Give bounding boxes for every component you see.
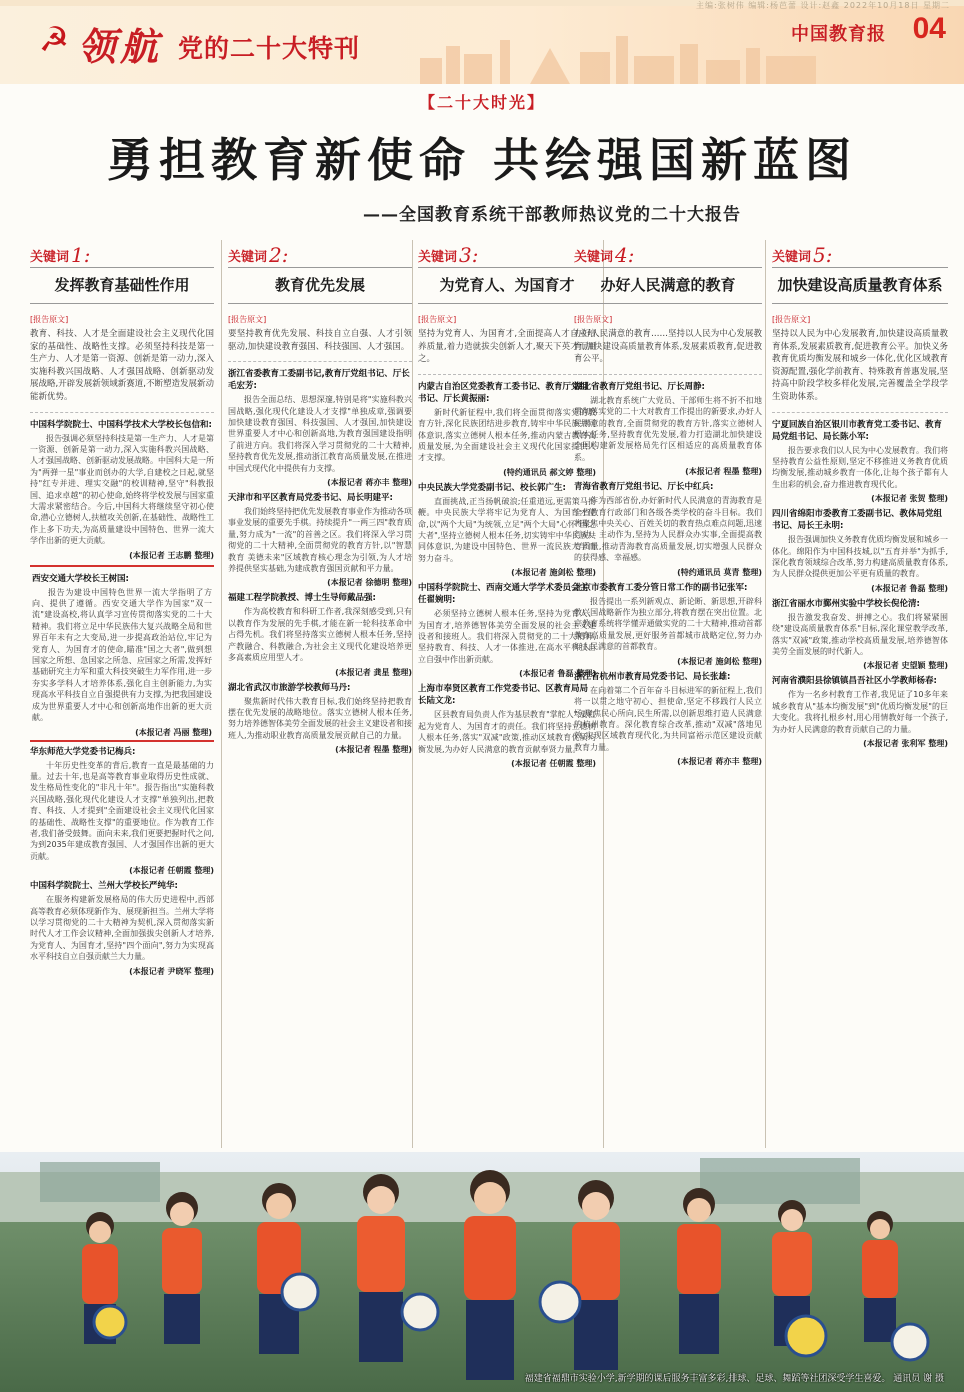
speaker-name: 中国科学院院士、兰州大学校长严纯华: — [30, 881, 178, 892]
speaker-remarks: 报告激发我奋发、拼搏之心。我们将紧紧围绕"建设高质量教育体系"目标,深化课堂教学改革,落实"双减"政策,推动学校高质量发展,培养德智体美劳全面发展的时代新人。 — [772, 612, 948, 657]
speaker-name: 河南省濮阳县徐镇镇昌吾社区小学教师杨春: — [772, 676, 937, 687]
photo-caption: 福建省福鼎市实验小学,新学期的课后服务丰富多彩,排球、足球、舞蹈等社团深受学生喜爱。 通讯员 谢 摄 — [524, 1374, 944, 1384]
speaker-remarks: 新时代新征程中,我们将全面贯彻落实党的教育方针,深化民族团结进步教育,铸牢中华民族共同体意识,落实立德树人根本任务,推动内蒙古教育高质量发展,为全面建设社会主义现代化国家提供人才支撑。 — [418, 407, 596, 463]
report-original-tag: [报告原文] — [772, 315, 811, 324]
report-original-text: 办好人民满意的教育……坚持以人民为中心发展教育,加快建设高质量教育体系,发展素质教育,促进教育公平。 — [574, 329, 762, 365]
speaker-remarks: 直面挑战,正当扬帆破浪;任重道远,更需策马扬鞭。中央民族大学将牢记为党育人、为国育才使命,以"两个大局"为统领,立足"两个大局"心怀"国之大者",坚持立德树人根本任务,切实铸牢中华民族共同体意识,为建设中国特色、世界一流民族大学而努力奋斗。 — [418, 496, 596, 563]
report-original-text: 教育、科技、人才是全面建设社会主义现代化国家的基础性、战略性支撑。必须坚持科技是第一生产力、人才是第一资源、创新是第一动力,深入实施科教兴国战略、人才强国战略、创新驱动发展战略,开辟发展新领域新赛道,不断塑造发展新动能新优势。 — [30, 329, 214, 402]
speaker-remarks: 聚焦新时代伟大教育目标,我们始终坚持把教育摆在优先发展的战略地位。落实立德树人根本任务,努力培养德智体美劳全面发展的社会主义建设者和接班人,为推动职业教育高质量发展贡献自己的力量。 — [228, 696, 412, 740]
speaker-name: 青海省教育厅党组书记、厅长中红兵: — [574, 482, 714, 493]
reporter-credit: (本报记者 施剑松 整理) — [677, 656, 762, 666]
photo-illustration — [0, 1152, 964, 1392]
reporter-credit: (本报记者 张利军 整理) — [863, 739, 948, 749]
keyword-number: 5: — [813, 243, 833, 267]
keyword-label: 关键词 — [772, 250, 812, 265]
speaker-remarks: 报告为建设中国特色世界一流大学指明了方向、提供了遵循。西安交通大学作为国家"双一流"建设高校,将认真学习宣传贯彻落实党的二十大精神。我们将立足中华民族伟大复兴战略全局和世界百年未有之大变局,进一步提高政治站位,牢记为党育人、为国育才的使命,瞄准"国之大者",做到想国家之所想、急国家之所急、应国家之所需,发挥好基础研究主力军和重大科技突破生力军作用,进一步夯实多学科人才培养体系,强化自主创新能力,为实现高水平科技自立自强提供有力支撑,为把我国建设成为世界重要人才中心和创新高地作出新的更大贡献。 — [32, 587, 212, 723]
reporter-credit: (本报记者 程墨 整理) — [685, 467, 762, 477]
section-kicker: 【二十大时光】 — [418, 93, 545, 112]
report-original-tag: [报告原文] — [30, 315, 69, 324]
keyword-label: 关键词 — [228, 250, 268, 265]
speaker-name: 上海市奉贤区教育工作党委书记、区教育局局长陆文龙: — [418, 684, 589, 707]
speaker-name: 湖北省武汉市旅游学校教师马丹: — [228, 682, 351, 693]
report-original-tag: [报告原文] — [228, 315, 267, 324]
reporter-credit: (本报记者 鲁磊 整理) — [871, 583, 948, 593]
speaker-name: 宁夏回族自治区银川市教育党工委书记、教育局党组书记、局长陈小军: — [772, 419, 943, 442]
reporter-credit: (本报记者 张贺 整理) — [871, 494, 948, 504]
keyword-label-row — [228, 240, 412, 268]
reporter-credit: (本报记者 蒋亦丰 整理) — [327, 478, 412, 488]
speaker-remarks: 作为高校教育和科研工作者,我深刻感受到,只有以教育作为发展的先手棋,才能在新一轮科技革命中占得先机。我们将坚持落实立德树人根本任务,坚持产教融合、科教融合,为社会主义现代化建设培养更多高素质应用型人才。 — [228, 607, 412, 663]
report-original-tag: [报告原文] — [418, 315, 457, 324]
newspaper-name: 中国教育报 — [791, 24, 886, 45]
speaker-name: 四川省绵阳市委教育工委副书记、教体局党组书记、局长王永明: — [772, 509, 943, 532]
reporter-credit: (本报记者 冯丽 整理) — [135, 727, 212, 737]
column-divider — [765, 240, 766, 1148]
headline: 勇担教育新使命 共绘强国新蓝图 — [106, 133, 857, 187]
speaker-name: 浙江省委教育工委副书记,教育厅党组书记、厅长毛宏芳: — [228, 369, 410, 392]
keyword-label: 关键词 — [30, 250, 70, 265]
keyword-number: 1: — [71, 243, 91, 267]
reporter-credit: (本报记者 程墨 整理) — [335, 745, 412, 755]
speaker-remarks: 作为西部省份,办好新时代人民满意的青海教育是全省教育行政部门和各级各类学校的奋斗目标。我们将聚焦中央关心、百姓关切的教育热点难点问题,迅速行动、主动作为,坚持为人民群众办实事,全面提高教育质量,推动青海教育高质量发展,切实增强人民群众的获得感、幸福感。 — [574, 496, 762, 563]
keyword-number: 4: — [615, 243, 635, 267]
speaker-remarks: 区县教育局负责人作为基层教育"掌舵人",要扛起为党育人、为国育才的责任。我们将坚持立德树人根本任务,落实"双减"政策,推动区域教育优质均衡发展,为办好人民满意的教育贡献奉贤力量。 — [418, 710, 596, 754]
special-issue-title: 党的二十大特刊 — [178, 34, 361, 63]
speaker-name: 福建工程学院教授、博士生导师戴品强: — [228, 593, 376, 604]
reporter-credit: (本报记者 龚星 整理) — [335, 667, 412, 677]
speaker-remarks: 湖北教育系统广大党员、干部师生将不折不扣地贯彻落实党的二十大对教育工作提出的新要求,办好人民满意的教育,全面贯彻党的教育方针,落实立德树人根本任务,坚持教育优先发展,着力打造湖北加快建设全国构建新发展格局先行区相适应的高质量教育体系。 — [574, 395, 762, 462]
speaker-remarks: 必须坚持立德树人根本任务,坚持为党育人、为国育才,培养德智体美劳全面发展的社会主义建设者和接班人。我们将深入贯彻党的二十大精神,坚持教育、科技、人才一体推进,在高水平科技自立自强中作出新贡献。 — [418, 609, 596, 664]
brand-title: 领航 — [78, 24, 163, 69]
speaker-remarks: 在服务构建新发展格局的伟大历史进程中,西部高等教育必须体现新作为、展现新担当。兰州大学将以学习贯彻党的二十大精神为契机,深入贯彻落实新时代人才工作会议精神,全面加强拔尖创新人才培养,为党育人、为国育才,坚持"四个面向",努力为实现高水平科技自立自强贡献兰大力量。 — [30, 895, 214, 962]
page-header — [0, 0, 964, 84]
keyword-column-2 — [228, 240, 412, 1152]
reporter-credit: (本报记者 王志鹏 整理) — [129, 550, 214, 560]
speaker-remarks: 十年历史性变革的背后,教育一直是最基础的力量。过去十年,也是高等教育事业取得历史性成就、发生格局性变化的"非凡十年"。报告指出"实施科教兴国战略,强化现代化建设人才支撑"单独列出,把教育、科技、人才提到"全面建设社会主义现代化国家的基础性、战略性支撑"的重要地位。作为教育工作者,我们备受鼓舞。面向未来,我们更要把握时代之问,为到2035年建成教育强国、人才强国作出新的更大贡献。 — [30, 760, 214, 861]
reporter-credit: (本报记者 施剑松 整理) — [511, 568, 596, 578]
speaker-remarks: 报告全面总结、思想深邃,特别是将"实施科教兴国战略,强化现代化建设人才支撑"单独成章,强调要加快建设教育强国、科技强国、人才强国,加快建设世界重要人才中心和创新高地,为教育强国建设指明了前进方向。我们将深入学习贯彻党的二十大精神,坚持教育优先发展,推动浙江教育高质量发展,在推进中国式现代化中提供有力支撑。 — [228, 395, 412, 473]
separator — [228, 361, 412, 362]
reporter-credit: (本报记者 史望颖 整理) — [863, 661, 948, 671]
reporter-credit: (本报记者 鲁磊 整理) — [519, 669, 596, 679]
report-original-tag: [报告原文] — [574, 315, 613, 324]
keyword-label: 关键词 — [574, 250, 614, 265]
reporter-credit: (特约通讯员 莫青 整理) — [677, 567, 762, 577]
speaker-name: 内蒙古自治区党委教育工委书记、教育厅党组书记、厅长黄振丽: — [418, 381, 589, 404]
keyword-label-row — [30, 240, 214, 268]
speaker-remarks: 报告提出一系列新观点、新论断、新思想,开辟科教兴国战略新作为独立部分,将教育摆在突出位置。北京教育系统将学懂弄通做实党的二十大精神,推动首都教育高质量发展,更好服务首都城市战略定位,努力办好人民满意的首都教育。 — [574, 596, 762, 652]
speaker-name: 北京市委教育工委分管日常工作的副书记张军: — [574, 582, 748, 593]
keyword-column-4 — [574, 240, 762, 1152]
keyword-label: 关键词 — [418, 250, 458, 265]
keyword-title: 为党育人、为国育才 — [418, 268, 596, 304]
speaker-remarks: 报告强调必须坚持科技是第一生产力、人才是第一资源、创新是第一动力,深入实施科教兴国战略、人才强国战略、创新驱动发展战略。中国科大是一所为"两弹一星"事业而创办的大学,自建校之日起,就坚持"红专并进、理实交融"的校训精神,坚守"科教报国、追求卓越"的初心使命,始终将学校发展与国家重大需求紧密结合。今后,中国科大将继续坚守初心使命,潜心立德树人,扶植攻关创新,在基础性、战略性工作上多下功夫,为高质量建设中国特色、世界一流大学作出新的更大贡献。 — [30, 433, 214, 546]
speaker-name: 中国科学院院士、西南交通大学学术委员会主任翟婉明: — [418, 583, 589, 606]
party-emblem-icon: ☭ — [38, 20, 70, 60]
speaker-name: 湖北省教育厅党组书记、厅长周静: — [574, 381, 705, 392]
separator — [574, 374, 762, 375]
subheadline: ——全国教育系统干部教师热议党的二十大报告 — [363, 205, 741, 225]
speaker-remarks: 作为一名乡村教育工作者,我见证了10多年来城乡教育从"基本均衡发展"到"优质均衡发展"的巨大变化。我将扎根乡村,用心用情教好每一个孩子,为办好人民满意的教育贡献自己的力量。 — [772, 690, 948, 734]
students-volleyball-photo — [0, 1152, 964, 1392]
page-meta: 主编:张树伟 编辑:杨芭蕾 设计:赵鑫 2022年10月18日 星期二 — [696, 1, 950, 10]
keyword-label-row — [418, 240, 596, 268]
speaker-remarks: 在向着第二个百年奋斗目标进军的新征程上,我们将一以贯之地守初心、担使命,坚定不移践行人民立场,聚焦民心所向,民生所需,以创新思维打造人民满意的杭州教育。深化教育综合改革,推动"双减"落地见效,实现区域教育现代化,为共同富裕示范区建设贡献教育力量。 — [574, 685, 762, 752]
reporter-credit: (本报记者 任朝霞 整理) — [511, 758, 596, 768]
speaker-name: 天津市和平区教育局党委书记、局长明建平: — [228, 493, 393, 504]
speaker-name: 浙江省杭州市教育局党委书记、局长张雄: — [574, 671, 731, 682]
reporter-credit: (特约通讯员 郝文婷 整理) — [503, 467, 596, 477]
skyline-illustration — [410, 28, 830, 84]
speaker-remarks: 报告要求我们以人民为中心发展教育。我们将坚持教育公益性原则,坚定不移推进义务教育优质均衡发展,推动城乡教育一体化,让每个孩子都有人生出彩的机会,奋力推进教育现代化。 — [772, 445, 948, 489]
column-divider — [221, 240, 222, 1148]
keyword-title: 办好人民满意的教育 — [574, 268, 762, 304]
speaker-name: 华东师范大学党委书记梅兵: — [30, 746, 136, 757]
separator — [772, 412, 948, 413]
reporter-credit: (本报记者 尹晓军 整理) — [129, 966, 214, 976]
page-number: 04 — [912, 12, 946, 45]
highlighted-remarks-box — [30, 565, 214, 742]
keyword-label-row — [772, 240, 948, 268]
keyword-number: 2: — [269, 243, 289, 267]
reporter-credit: (本报记者 蒋亦丰 整理) — [677, 757, 762, 767]
keyword-column-5 — [772, 240, 948, 1152]
keyword-column-1 — [30, 240, 214, 1152]
keyword-number: 3: — [459, 243, 479, 267]
speaker-remarks: 报告强调加快义务教育优质均衡发展和城乡一体化。绵阳作为中国科技城,以"五育并举"为抓手,深化教育领域综合改革,努力构建高质量教育体系,为人民群众提供更加公平更有质量的教育。 — [772, 535, 948, 579]
keyword-title: 发挥教育基础性作用 — [30, 268, 214, 304]
keyword-title: 加快建设高质量教育体系 — [772, 268, 948, 304]
separator — [30, 412, 214, 413]
speaker-remarks: 我们始终坚持把优先发展教育事业作为推动各项事业发展的重要先手棋。持续提升"一两三四"教育质量,努力成为"一流"的首善之区。我们将深入学习贯彻党的二十大精神,全面贯彻党的教育方针,以"智慧教育 美德未来"区域教育核心理念为引领,为人才培养提供坚实基础,为建成教育强国贡献和平力量。 — [228, 507, 412, 574]
report-original-text: 要坚持教育优先发展、科技自立自强、人才引领驱动,加快建设教育强国、科技强国、人才强国。 — [228, 329, 412, 352]
reporter-credit: (本报记者 徐德明 整理) — [327, 578, 412, 588]
keyword-title: 教育优先发展 — [228, 268, 412, 304]
speaker-name: 中国科学院院士、中国科学技术大学校长包信和: — [30, 419, 212, 430]
speaker-name: 浙江省丽水市鄞州实验中学校长倪伦清: — [772, 598, 920, 609]
keyword-label-row — [574, 240, 762, 268]
report-original-text: 坚持为党育人、为国育才,全面提高人才自主培养质量,着力造就拔尖创新人才,聚天下英才而用之。 — [418, 329, 596, 365]
speaker-name: 西安交通大学校长王树国: — [32, 573, 129, 584]
keyword-column-3 — [412, 240, 596, 1152]
report-original-text: 坚持以人民为中心发展教育,加快建设高质量教育体系,发展素质教育,促进教育公平。加快义务教育优质均衡发展和城乡一体化,优化区域教育资源配置,强化学前教育、特殊教育普惠发展,坚持高中阶段学校多样化发展,完善覆盖全学段学生资助体系。 — [772, 329, 948, 402]
reporter-credit: (本报记者 任朝霞 整理) — [129, 866, 214, 876]
separator — [418, 374, 596, 375]
speaker-name: 中央民族大学党委副书记、校长郭广生: — [418, 482, 566, 493]
